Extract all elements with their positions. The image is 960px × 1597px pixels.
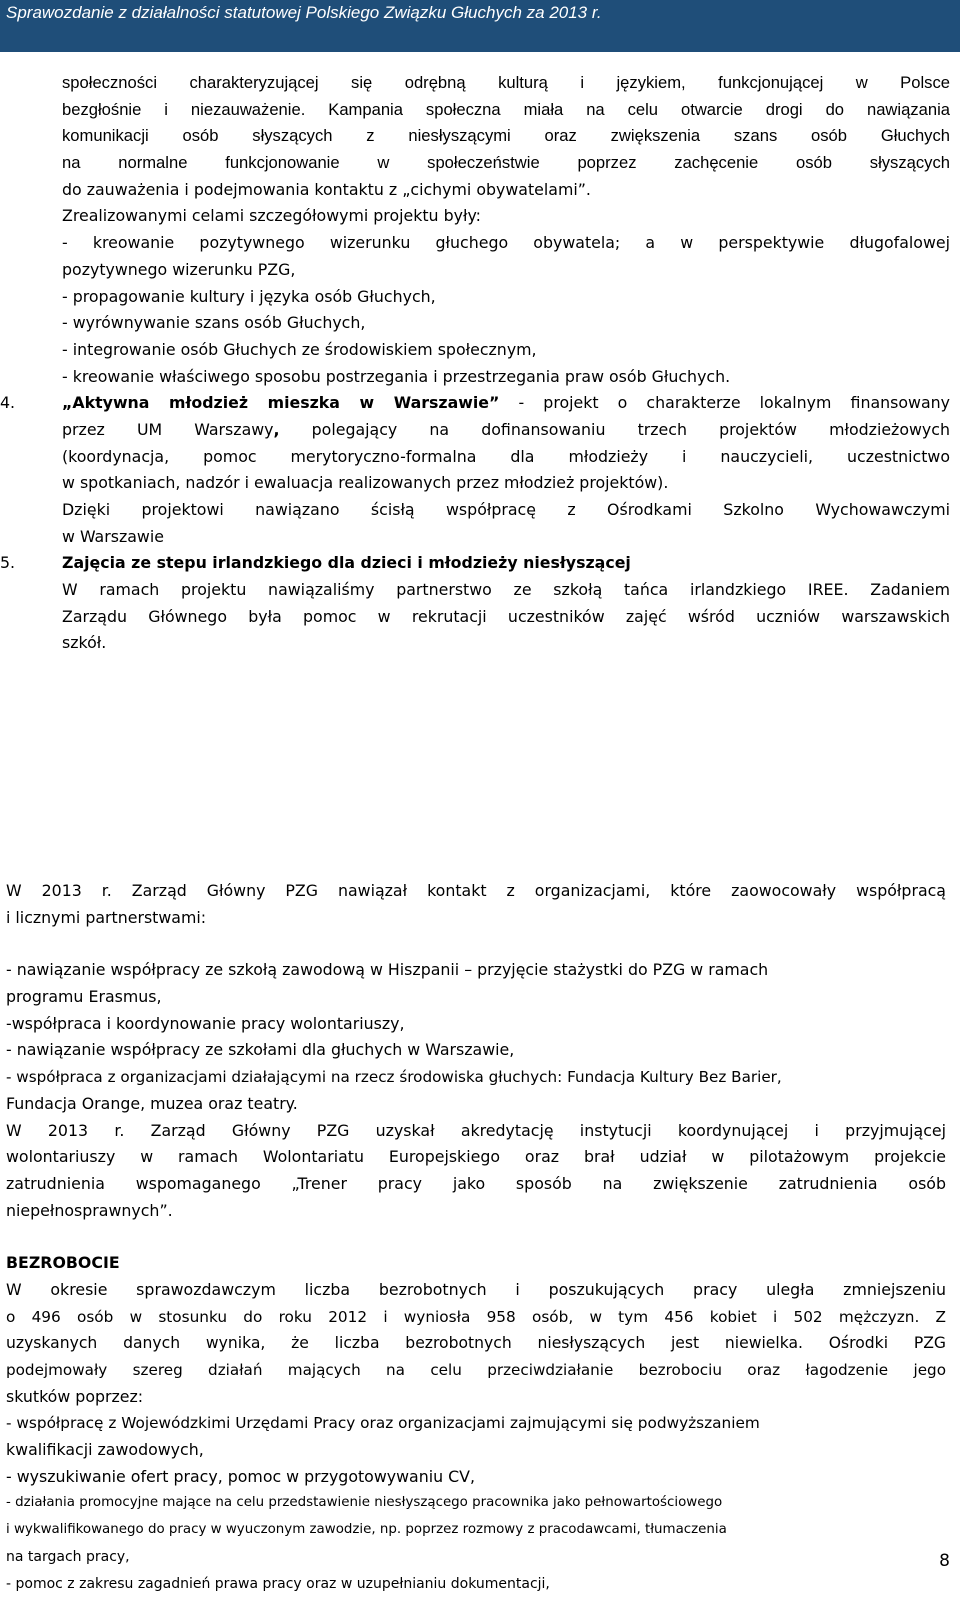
list-item: - nawiązanie współpracy ze szkołą zawodową w Hiszpanii – przyjęcie stażystki do PZG w ramach: [6, 957, 946, 984]
text-line: szkół.: [62, 630, 950, 657]
item-number: 4.: [0, 390, 62, 417]
list-item: kwalifikacji zawodowych,: [6, 1437, 946, 1464]
list-item: - wyszukiwanie ofert pracy, pomoc w przygotowywaniu CV,: [6, 1464, 946, 1491]
list-item: - wyrównywanie szans osób Głuchych,: [62, 310, 950, 337]
list-item: Fundacja Orange, muzea oraz teatry.: [6, 1091, 946, 1118]
text-line: W 2013 r. Zarząd Główny PZG uzyskał akredytację instytucji koordynującej i przyjmującej: [6, 1118, 946, 1145]
text-line: [62, 417, 950, 444]
partners-section: [6, 878, 946, 1597]
section-heading: [6, 1250, 946, 1277]
text-line: i licznymi partnerstwami:: [6, 905, 946, 932]
text-line: W ramach projektu nawiązaliśmy partnerstwo ze szkołą tańca irlandzkiego IREE. Zadaniem: [62, 577, 950, 604]
list-item: i wykwalifikowanego do pracy w wyuczonym zawodzie, np. poprzez rozmowy z pracodawcami, tłumaczenia: [6, 1517, 946, 1544]
list-item: programu Erasmus,: [6, 984, 946, 1011]
list-item: - pomoc z zakresu zagadnień prawa pracy oraz w uzupełnianiu dokumentacji,: [6, 1571, 946, 1597]
text-line: w spotkaniach, nadzór i ewaluacja realizowanych przez młodzież projektów).: [62, 470, 950, 497]
project-title: Zajęcia ze stepu irlandzkiego dla dzieci i młodzieży niesłyszącej: [62, 553, 631, 572]
heading-text: BEZROBOCIE: [6, 1253, 120, 1272]
text-line: Zarządu Głównego była pomoc w rekrutacji uczestników zajęć wśród uczniów warszawskich: [62, 604, 950, 631]
list-item: - kreowanie pozytywnego wizerunku głuchego obywatela; a w perspektywie długofalowej: [62, 230, 950, 257]
list-item: - nawiązanie współpracy ze szkołami dla głuchych w Warszawie,: [6, 1037, 946, 1064]
project-item-4: [62, 390, 950, 550]
text-line: [62, 550, 950, 577]
text-line: o 496 osób w stosunku do roku 2012 i wyniosła 958 osób, w tym 456 kobiet i 502 mężczyzn. Z: [6, 1304, 946, 1331]
text-fragment: polegający na dofinansowaniu trzech projektów młodzieżowych: [280, 420, 950, 439]
text-line: komunikacji osób słyszących z niesłyszącymi oraz zwiększenia szans osób Głuchych: [62, 123, 950, 150]
text-line: społeczności charakteryzującej się odrębną kulturą i językiem, funkcjonującej w Polsce: [62, 70, 950, 97]
page-number: 8: [939, 1551, 950, 1571]
text-line: wolontariuszy w ramach Wolontariatu Europejskiego oraz brał udział w pilotażowym projekcie: [6, 1144, 946, 1171]
item-number: 5.: [0, 550, 62, 577]
list-item: - integrowanie osób Głuchych ze środowiskiem społecznym,: [62, 337, 950, 364]
text-fragment: ,: [274, 420, 280, 439]
list-item: - działania promocyjne mające na celu przedstawienie niesłyszącego pracownika jako pełnowartościowego: [6, 1490, 946, 1517]
list-item: na targach pracy,: [6, 1544, 946, 1571]
text-line: skutków poprzez:: [6, 1384, 946, 1411]
text-line: do zauważenia i podejmowania kontaktu z „cichymi obywatelami”.: [62, 177, 950, 204]
text-line: bezgłośnie i niezauważenie. Kampania społeczna miała na celu otwarcie drogi do nawiązania: [62, 97, 950, 124]
project-item-5: [62, 550, 950, 657]
text-line: niepełnosprawnych”.: [6, 1198, 946, 1225]
text-fragment: - projekt o charakterze lokalnym finansowany: [499, 393, 950, 412]
text-line: Dzięki projektowi nawiązano ścisłą współpracę z Ośrodkami Szkolno Wychowawczymi: [62, 497, 950, 524]
text-line: w Warszawie: [62, 524, 950, 551]
list-item: - propagowanie kultury i języka osób Głuchych,: [62, 284, 950, 311]
text-line: W 2013 r. Zarząd Główny PZG nawiązał kontakt z organizacjami, które zaowocowały współpracą: [6, 878, 946, 905]
document-body: [62, 70, 950, 657]
intro-paragraph: [62, 70, 950, 203]
page-header: [0, 0, 960, 52]
text-line: (koordynacja, pomoc merytoryczno-formalna dla młodzieży i nauczycieli, uczestnictwo: [62, 444, 950, 471]
list-item: - współpracę z Wojewódzkimi Urzędami Pracy oraz organizacjami zajmującymi się podwyższaniem: [6, 1410, 946, 1437]
text-fragment: przez UM Warszawy: [62, 420, 274, 439]
spacer: [6, 931, 946, 957]
text-line: uzyskanych danych wynika, że liczba bezrobotnych niesłyszących jest niewielka. Ośrodki PZG: [6, 1330, 946, 1357]
goals-list: [62, 203, 950, 390]
project-title: „Aktywna młodzież mieszka w Warszawie”: [62, 393, 499, 412]
list-item: - kreowanie właściwego sposobu postrzegania i przestrzegania praw osób Głuchych.: [62, 364, 950, 391]
goals-lead: Zrealizowanymi celami szczegółowymi projektu były:: [62, 203, 950, 230]
list-item: -współpraca i koordynowanie pracy wolontariuszy,: [6, 1011, 946, 1038]
text-line: W okresie sprawozdawczym liczba bezrobotnych i poszukujących pracy uległa zmniejszeniu: [6, 1277, 946, 1304]
spacer: [6, 1224, 946, 1250]
header-title: Sprawozdanie z działalności statutowej Polskiego Związku Głuchych za 2013 r.: [6, 3, 602, 23]
text-line: [62, 390, 950, 417]
text-line: na normalne funkcjonowanie w społeczeństwie poprzez zachęcenie osób słyszących: [62, 150, 950, 177]
text-line: zatrudnienia wspomaganego „Trener pracy jako sposób na zwiększenie zatrudnienia osób: [6, 1171, 946, 1198]
text-line: podejmowały szereg działań mających na celu przeciwdziałanie bezrobociu oraz łagodzenie jego: [6, 1357, 946, 1384]
list-item: - współpraca z organizacjami działającymi na rzecz środowiska głuchych: Fundacja Kultury Bez Barier,: [6, 1064, 946, 1091]
list-item: pozytywnego wizerunku PZG,: [62, 257, 950, 284]
